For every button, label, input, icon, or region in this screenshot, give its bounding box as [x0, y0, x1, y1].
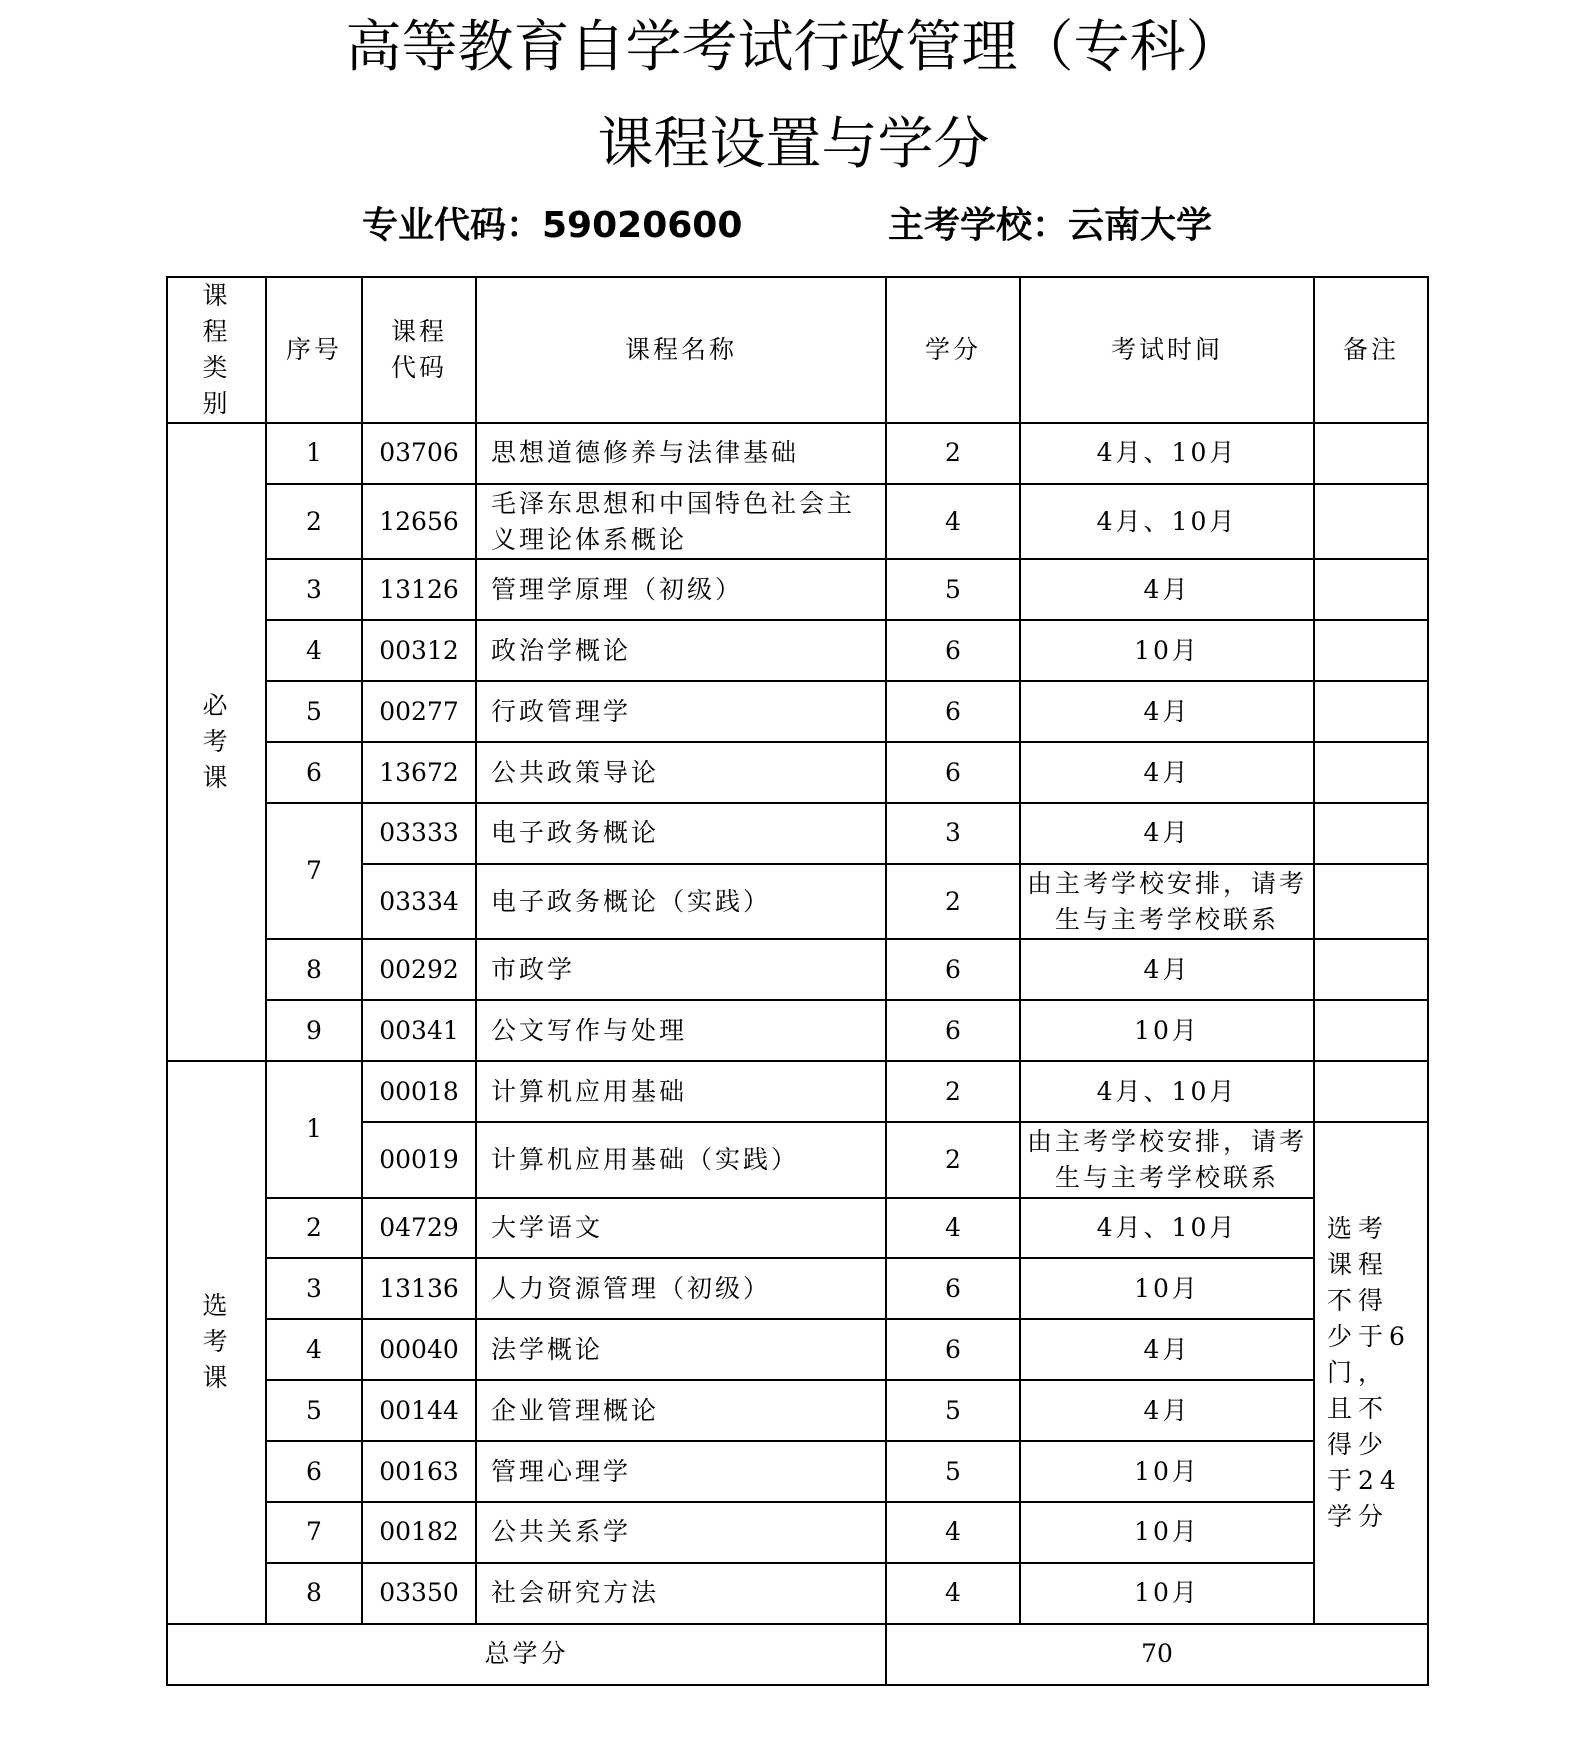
- row-exam-time: 由主考学校安排，请考生与主考学校联系: [1020, 1122, 1314, 1198]
- row-code: 13672: [362, 742, 476, 803]
- row-code: 00019: [362, 1122, 476, 1198]
- row-seq: 8: [266, 939, 362, 1000]
- category-required: 必考课: [167, 423, 266, 1061]
- row-exam-time: 4月、10月: [1020, 1061, 1314, 1122]
- table-row: [167, 1441, 1428, 1502]
- row-credit: 2: [886, 864, 1020, 940]
- row-seq: 6: [266, 1441, 362, 1502]
- row-name: 企业管理概论: [476, 1380, 886, 1441]
- row-name: 政治学概论: [476, 620, 886, 681]
- row-exam-time: 4月: [1020, 559, 1314, 620]
- header-code: 课程代码: [362, 277, 476, 423]
- row-exam-time: 4月: [1020, 1319, 1314, 1380]
- table-row: [167, 1198, 1428, 1259]
- row-credit: 2: [886, 1122, 1020, 1198]
- row-exam-time: 4月: [1020, 681, 1314, 742]
- row-name: 社会研究方法: [476, 1563, 886, 1624]
- table-row: [167, 1563, 1428, 1624]
- row-remark: [1314, 423, 1428, 484]
- row-exam-time: 4月、10月: [1020, 1198, 1314, 1259]
- row-remark: [1314, 939, 1428, 1000]
- document-title: 高等教育自学考试行政管理（专科）: [345, 15, 1242, 80]
- elective-remark: 选考课程不得少于6门，且不得少于24学分: [1314, 1122, 1428, 1624]
- header-row: [167, 277, 1428, 423]
- row-name: 管理心理学: [476, 1441, 886, 1502]
- row-credit: 4: [886, 1502, 1020, 1563]
- row-seq: 1: [266, 1061, 362, 1197]
- row-name: 管理学原理（初级）: [476, 559, 886, 620]
- table-row: [167, 559, 1428, 620]
- row-seq: 5: [266, 681, 362, 742]
- row-exam-time: 10月: [1020, 1563, 1314, 1624]
- row-remark: [1314, 1000, 1428, 1061]
- row-name: 电子政务概论: [476, 803, 886, 864]
- row-code: 00277: [362, 681, 476, 742]
- header-seq: 序号: [266, 277, 362, 423]
- row-credit: 6: [886, 1000, 1020, 1061]
- header-remark: 备注: [1314, 277, 1428, 423]
- row-name: 人力资源管理（初级）: [476, 1258, 886, 1319]
- table-row: [167, 1258, 1428, 1319]
- table-row: [167, 742, 1428, 803]
- header-exam-time: 考试时间: [1020, 277, 1314, 423]
- table-row: [167, 1380, 1428, 1441]
- row-code: 13136: [362, 1258, 476, 1319]
- row-exam-time: 4月: [1020, 742, 1314, 803]
- table-row: [167, 803, 1428, 864]
- table-row: [167, 1319, 1428, 1380]
- row-credit: 5: [886, 559, 1020, 620]
- header-credit: 学分: [886, 277, 1020, 423]
- row-exam-time: 10月: [1020, 1000, 1314, 1061]
- row-code: 12656: [362, 484, 476, 560]
- row-exam-time: 10月: [1020, 620, 1314, 681]
- row-remark: [1314, 484, 1428, 560]
- row-credit: 3: [886, 803, 1020, 864]
- major-code: 专业代码：59020600: [362, 205, 743, 246]
- row-code: 13126: [362, 559, 476, 620]
- row-credit: 6: [886, 620, 1020, 681]
- row-name: 公共政策导论: [476, 742, 886, 803]
- row-seq: 6: [266, 742, 362, 803]
- row-name: 思想道德修养与法律基础: [476, 423, 886, 484]
- row-credit: 6: [886, 939, 1020, 1000]
- course-table: [166, 276, 1429, 1686]
- row-name: 公文写作与处理: [476, 1000, 886, 1061]
- row-remark: [1314, 620, 1428, 681]
- row-seq: 3: [266, 1258, 362, 1319]
- row-credit: 2: [886, 423, 1020, 484]
- row-exam-time: 10月: [1020, 1441, 1314, 1502]
- row-seq: 2: [266, 484, 362, 560]
- row-credit: 4: [886, 1563, 1020, 1624]
- row-code: 03333: [362, 803, 476, 864]
- host-school: 主考学校：云南大学: [888, 205, 1213, 246]
- document-subtitle: 课程设置与学分: [597, 112, 990, 177]
- table-row: [167, 620, 1428, 681]
- row-name: 电子政务概论（实践）: [476, 864, 886, 940]
- row-seq: 1: [266, 423, 362, 484]
- row-exam-time: 4月、10月: [1020, 423, 1314, 484]
- row-remark: [1314, 803, 1428, 864]
- row-exam-time: 10月: [1020, 1258, 1314, 1319]
- row-seq: 7: [266, 803, 362, 939]
- row-code: 03706: [362, 423, 476, 484]
- row-name: 计算机应用基础（实践）: [476, 1122, 886, 1198]
- table-row: [167, 1000, 1428, 1061]
- row-credit: 4: [886, 1198, 1020, 1259]
- table-row: [167, 484, 1428, 560]
- row-remark: [1314, 681, 1428, 742]
- table-row: [167, 681, 1428, 742]
- table-row: [167, 939, 1428, 1000]
- row-code: 00292: [362, 939, 476, 1000]
- row-name: 计算机应用基础: [476, 1061, 886, 1122]
- row-code: 04729: [362, 1198, 476, 1259]
- category-elective: 选考课: [167, 1061, 266, 1624]
- row-exam-time: 由主考学校安排，请考生与主考学校联系: [1020, 864, 1314, 940]
- row-credit: 5: [886, 1441, 1020, 1502]
- table-row: [167, 423, 1428, 484]
- row-seq: 9: [266, 1000, 362, 1061]
- row-remark: [1314, 742, 1428, 803]
- row-remark: [1314, 559, 1428, 620]
- row-exam-time: 4月: [1020, 1380, 1314, 1441]
- header-name: 课程名称: [476, 277, 886, 423]
- row-seq: 3: [266, 559, 362, 620]
- row-name: 毛泽东思想和中国特色社会主义理论体系概论: [476, 484, 886, 560]
- row-code: 00341: [362, 1000, 476, 1061]
- row-seq: 4: [266, 1319, 362, 1380]
- row-code: 00040: [362, 1319, 476, 1380]
- row-name: 公共关系学: [476, 1502, 886, 1563]
- row-credit: 5: [886, 1380, 1020, 1441]
- row-credit: 4: [886, 484, 1020, 560]
- row-exam-time: 10月: [1020, 1502, 1314, 1563]
- row-exam-time: 4月、10月: [1020, 484, 1314, 560]
- row-name: 法学概论: [476, 1319, 886, 1380]
- row-credit: 6: [886, 681, 1020, 742]
- row-code: 03334: [362, 864, 476, 940]
- total-value: 70: [886, 1624, 1428, 1685]
- row-name: 行政管理学: [476, 681, 886, 742]
- row-exam-time: 4月: [1020, 939, 1314, 1000]
- row-code: 00163: [362, 1441, 476, 1502]
- row-credit: 6: [886, 742, 1020, 803]
- row-remark: [1314, 864, 1428, 940]
- row-code: 00182: [362, 1502, 476, 1563]
- row-code: 00312: [362, 620, 476, 681]
- row-seq: 5: [266, 1380, 362, 1441]
- row-seq: 4: [266, 620, 362, 681]
- row-name: 大学语文: [476, 1198, 886, 1259]
- header-category: 课程类别: [167, 277, 266, 423]
- row-remark: [1314, 1061, 1428, 1122]
- row-seq: 8: [266, 1563, 362, 1624]
- row-exam-time: 4月: [1020, 803, 1314, 864]
- table-row: [167, 1061, 1428, 1122]
- table-row: [167, 1502, 1428, 1563]
- row-code: 00144: [362, 1380, 476, 1441]
- row-credit: 6: [886, 1258, 1020, 1319]
- row-seq: 2: [266, 1198, 362, 1259]
- total-row: [167, 1624, 1428, 1685]
- row-credit: 2: [886, 1061, 1020, 1122]
- row-code: 03350: [362, 1563, 476, 1624]
- row-code: 00018: [362, 1061, 476, 1122]
- row-name: 市政学: [476, 939, 886, 1000]
- total-label: 总学分: [167, 1624, 886, 1685]
- row-seq: 7: [266, 1502, 362, 1563]
- row-credit: 6: [886, 1319, 1020, 1380]
